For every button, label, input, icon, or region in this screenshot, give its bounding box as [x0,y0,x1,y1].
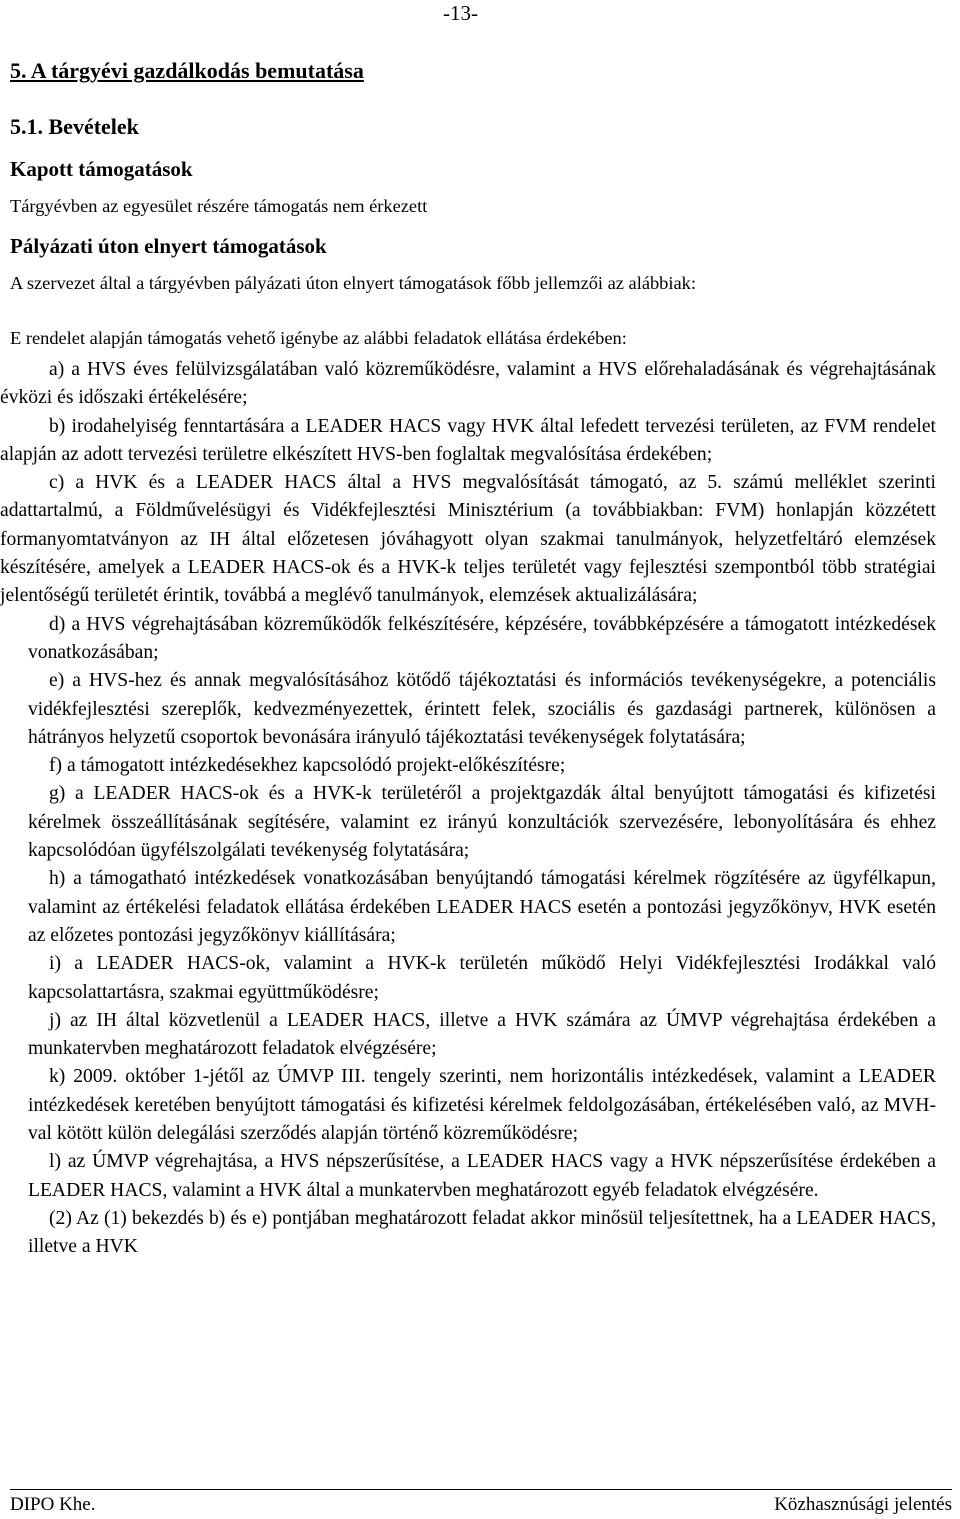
paragraph-a: a) a HVS éves felülvizsgálatában való közreműködésre, valamint a HVS előrehaladásának és végrehajtásának évközi és időszaki értékelésére; [0,359,936,409]
paragraph-l: l) az ÚMVP végrehajtása, a HVS népszerűsítése, a LEADER HACS vagy a HVK népszerűsítése érdekében a LEADER HACS, valamint a HVK által a munkatervben meghatározott egyéb feladatok elvégzésére. [28,1151,936,1201]
paragraph-g: g) a LEADER HACS-ok és a HVK-k területéről a projektgazdák által benyújtott támogatási és kifizetési kérelmek összeállításának segítésére, valamint ez irányú konzultációk szervezésére, lebonyolítására és ehhez kapcsolódóan ügyfélszolgálati tevékenység folytatására; [28,783,936,862]
nem-erkezett-text: Tárgyévben az egyesület részére támogatás nem érkezett [10,196,428,216]
szervezet-text: A szervezet által a tárgyévben pályázati úton elnyert támogatások főbb jellemzői az alábbiak: [10,273,696,293]
footer-report-title: Közhasznúsági jelentés [774,1494,952,1515]
kapott-heading: Kapott támogatások [10,157,193,181]
paragraph-2: (2) Az (1) bekezdés b) és e) pontjában meghatározott feladat akkor minősül teljesítettnek, ha a LEADER HACS, illetve a HVK [28,1207,936,1258]
paragraph-f: f) a támogatott intézkedésekhez kapcsolódó projekt-előkészítésre; [49,755,566,777]
paragraph-d: d) a HVS végrehajtásában közreműködők felkészítésére, képzésére, továbbképzésére a támogatott intézkedések vonatkozásában; [28,613,936,663]
paragraph-e: e) a HVS-hez és annak megvalósításához kötődő tájékoztatási és információs tevékenységekre, a potenciális vidékfejlesztési szereplők, kedvezményezettek, érintett felek, szociális és gazdasági partnerek, különösen a hátrányos helyzetű csoportok bevonására irányuló tájékoztatási tevékenységek folytatására; [28,670,936,748]
paragraph-k: k) 2009. október 1-jétől az ÚMVP III. tengely szerinti, nem horizontális intézkedések, valamint a LEADER intézkedések keretében benyújtott támogatási és kifizetési kérelmek feldolgozásában, értékelésében való, az MVH-val kötött külön delegálási szerződés alapján történő közreműködésre; [28,1066,936,1145]
paragraph-i: i) a LEADER HACS-ok, valamint a HVK-k területén működő Helyi Vidékfejlesztési Irodákkal való kapcsolattartásra, szakmai együttműködésre; [28,953,936,1003]
paragraph-b: b) irodahelyiség fenntartására a LEADER HACS vagy HVK által lefedett tervezési területen, az FVM rendelet alapján az adott tervezési területre elkészített HVS-ben foglaltak megvalósítása érdekében; [0,415,936,465]
paragraph-j: j) az IH által közvetlenül a LEADER HACS, illetve a HVK számára az ÚMVP végrehajtása érdekében a munkatervben meghatározott feladatok elvégzésére; [28,1009,936,1060]
palyazati-heading: Pályázati úton elnyert támogatások [10,234,327,258]
section-heading: 5. A tárgyévi gazdálkodás bemutatása [10,58,364,83]
footer [10,1494,952,1516]
footer-rule [10,1489,952,1490]
body-text [0,356,936,1262]
subsection-heading: 5.1. Bevételek [10,114,139,139]
footer-organization: DIPO Khe. [10,1494,96,1515]
erendelet-text: E rendelet alapján támogatás vehető igénybe az alábbi feladatok ellátása érdekében: [10,328,627,348]
paragraph-h: h) a támogatható intézkedések vonatkozásában benyújtandó támogatási kérelmek rögzítésére az ügyfélkapun, valamint az értékelési feladatok ellátása érdekében LEADER HACS esetén a pontozási jegyzőkönyv, HVK esetén az előzetes pontozási jegyzőkönyv kiállítására; [28,868,936,946]
page-number: -13- [443,1,478,25]
paragraph-c: c) a HVK és a LEADER HACS által a HVS megvalósítását támogató, az 5. számú melléklet szerinti adattartalmú, a Földművelésügyi és Vidékfejlesztési Minisztérium (a továbbiakban: FVM) honlapján közzétett formanyomtatványon az IH által előzetesen jóváhagyott olyan szakmai tanulmányok, helyzetfeltáró elemzések készítésére, amelyek a LEADER HACS-ok és a HVK-k teljes területét vagy fejlesztési szempontból több stratégiai jelentőségű területét érintik, továbbá a meglévő tanulmányok, elemzések aktualizálására; [0,472,936,607]
